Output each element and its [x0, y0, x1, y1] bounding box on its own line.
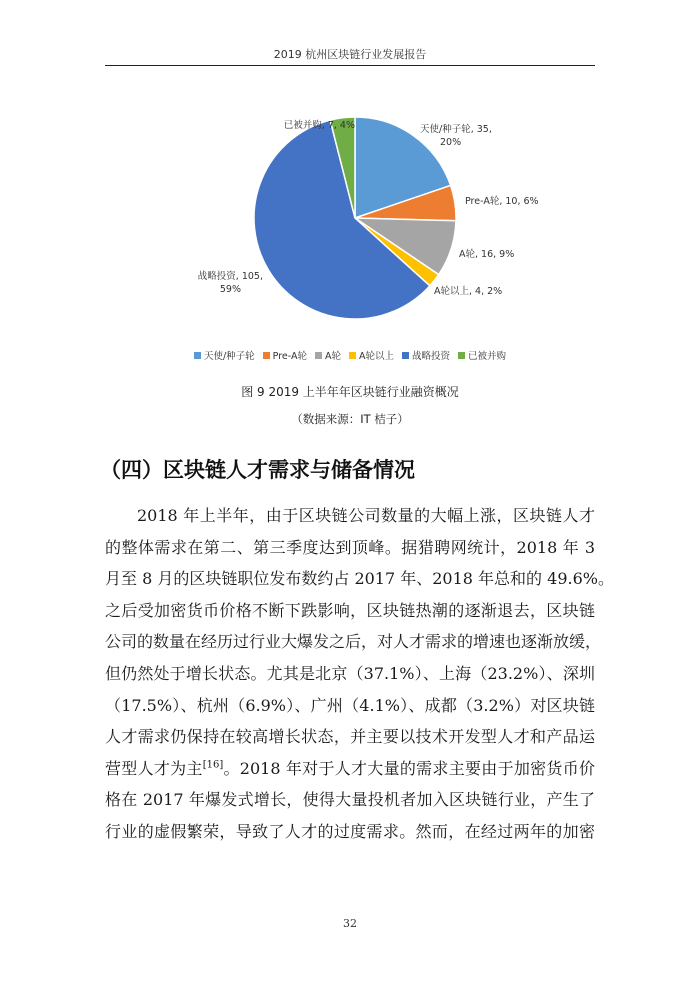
citation-ref: [16]	[202, 759, 224, 771]
legend-swatch	[315, 352, 322, 359]
paragraph-line-with-citation	[105, 753, 595, 785]
slice-data-label: 战略投资, 105, 59%	[197, 271, 263, 295]
slice-data-label: Pre-A轮, 10, 6%	[465, 196, 539, 207]
chart-legend	[105, 348, 595, 362]
legend-label: Pre-A轮	[272, 351, 307, 362]
slice-data-label: A轮以上, 4, 2%	[434, 286, 503, 297]
legend-label: 天使/种子轮	[203, 351, 255, 362]
legend-item	[349, 348, 394, 362]
paragraph-line: 的整体需求在第二、第三季度达到顶峰。据猎聘网统计，2018 年 3	[105, 537, 595, 557]
paragraph-line: 行业的虚假繁荣，导致了人才的过度需求。然而，在经过两年的加密	[105, 821, 595, 841]
legend-item	[315, 348, 341, 362]
legend-label: 战略投资	[412, 351, 451, 362]
header-divider	[105, 65, 595, 66]
legend-swatch	[194, 352, 201, 359]
legend-item	[194, 348, 255, 362]
paragraph-line: 月至 8 月的区块链职位发布数约占 2017 年、2018 年总和的 49.6%。	[105, 569, 614, 589]
legend-label: A轮	[325, 351, 341, 362]
legend-swatch	[263, 352, 270, 359]
financing-pie-chart	[105, 100, 595, 340]
legend-swatch	[458, 352, 465, 359]
legend-item	[402, 348, 450, 362]
paragraph-line: 公司的数量在经历过行业大爆发之后，对人才需求的增速也逐渐放缓，	[105, 632, 602, 652]
legend-swatch	[349, 352, 356, 359]
paragraph-line: 格在 2017 年爆发式增长，使得大量投机者加入区块链行业，产生了	[105, 790, 595, 810]
paragraph-line: 人才需求仍保持在较高增长状态，并主要以技术开发型人才和产品运	[105, 727, 595, 747]
paragraph-line: （17.5%）、杭州（6.9%）、广州（4.1%）、成都（3.2%）对区块链	[105, 695, 595, 715]
legend-item	[263, 348, 307, 362]
slice-data-label: 天使/种子轮, 35, 20%	[420, 124, 492, 148]
page-header: 2019 杭州区块链行业发展报告	[273, 48, 427, 61]
legend-label: 已被并购	[468, 351, 507, 362]
paragraph-line: 之后受加密货币价格不断下跌影响，区块链热潮的逐渐退去，区块链	[105, 600, 595, 620]
paragraph-line: 2018 年上半年，由于区块链公司数量的大幅上涨，区块链人才	[137, 506, 595, 525]
figure-caption: 图 9 2019 上半年年区块链行业融资概况	[241, 385, 459, 399]
figure-source: （数据来源：IT 桔子）	[291, 412, 409, 426]
text-run: 营型人才为主	[105, 758, 203, 778]
text-run: 。2018 年对于人才大量的需求主要由于加密货币价	[223, 758, 595, 778]
page-number: 32	[343, 917, 357, 930]
legend-item	[458, 348, 506, 362]
body-paragraph	[105, 500, 614, 848]
legend-swatch	[402, 352, 409, 359]
slice-data-label: 已被并购, 7, 4%	[283, 120, 355, 131]
slice-data-label: A轮, 16, 9%	[459, 249, 515, 260]
section-heading: （四）区块链人才需求与储备情况	[100, 458, 415, 482]
paragraph-line: 但仍然处于增长状态。尤其是北京（37.1%）、上海（23.2%）、深圳	[105, 663, 595, 683]
legend-label: A轮以上	[359, 351, 394, 362]
